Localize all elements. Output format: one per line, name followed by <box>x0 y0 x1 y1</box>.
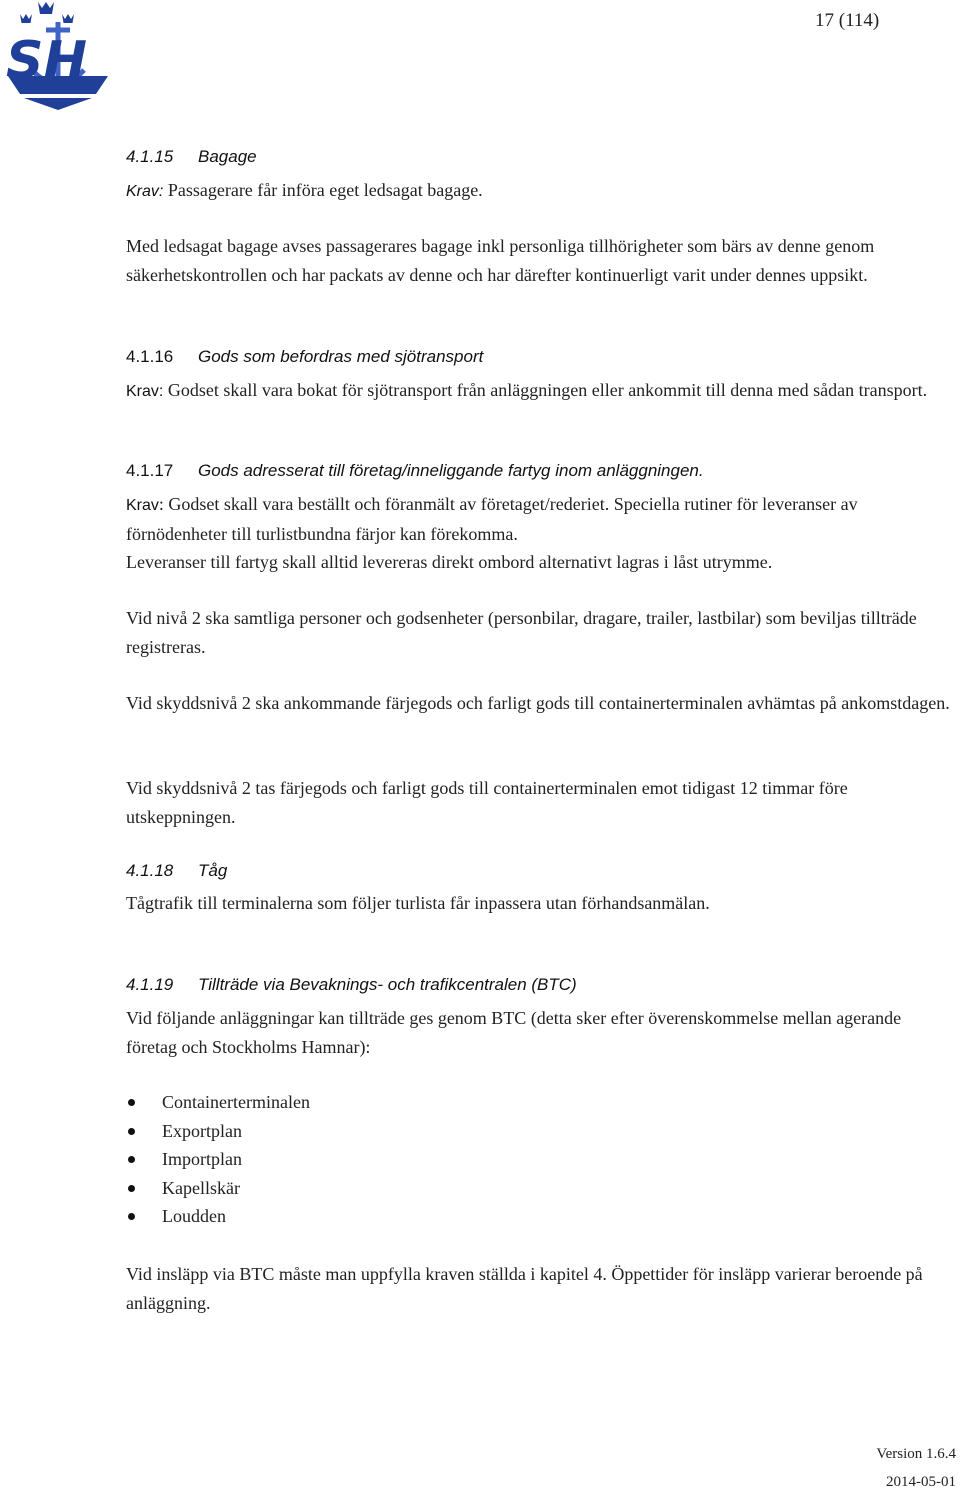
version-label: Version 1.6.4 <box>876 1446 956 1462</box>
list-item: Importplan <box>126 1145 310 1174</box>
section-number: 4.1.15 <box>126 147 174 166</box>
list-item: Loudden <box>126 1202 310 1231</box>
section-title: Tillträde via Bevaknings- och trafikcentralen (BTC) <box>198 975 577 994</box>
section-heading-4-1-17 <box>126 459 956 483</box>
bullet-icon <box>128 1213 135 1220</box>
paragraph: Vid insläpp via BTC måste man uppfylla kraven ställda i kapitel 4. Öppettider för insläpp varierar beroende på anläggning. <box>126 1264 923 1313</box>
bullet-icon <box>128 1185 135 1192</box>
bullet-icon <box>128 1099 135 1106</box>
list-item: Kapellskär <box>126 1174 310 1203</box>
section-title: Gods som befordras med sjötransport <box>198 347 484 366</box>
krav-label: Krav <box>126 497 159 514</box>
date-label: 2014-05-01 <box>886 1474 956 1490</box>
section-number: 4.1.18 <box>126 861 174 880</box>
section-number: 4.1.16 <box>126 347 174 366</box>
paragraph: Leveranser till fartyg skall alltid levereras direkt ombord alternativt lagras i låst utrymme. <box>126 552 773 572</box>
stockholms-hamnar-logo <box>2 0 114 112</box>
section-title: Bagage <box>198 147 257 166</box>
section-title: Gods adresserat till företag/inneliggande fartyg inom anläggningen. <box>198 461 704 480</box>
section-number: 4.1.17 <box>126 461 174 480</box>
svg-text:SH: SH <box>6 31 87 91</box>
krav-label: Krav: <box>126 383 164 400</box>
bullet-icon <box>128 1156 135 1163</box>
list-item: Exportplan <box>126 1117 310 1146</box>
krav-text: Godset skall vara bokat för sjötransport från anläggningen eller ankommit till denna med sådan transport. <box>167 380 928 400</box>
section-number: 4.1.19 <box>126 975 174 994</box>
section-heading-4-1-18 <box>126 859 956 883</box>
page-number: 17 (114) <box>815 10 880 31</box>
paragraph: Med ledsagat bagage avses passagerares bagage inkl personliga tillhörigheter som bärs av denne genom säkerhetskontrollen och har packats av denne och har därefter kontinuerligt varit under dennes uppsikt. <box>126 236 875 285</box>
paragraph: Vid nivå 2 ska samtliga personer och godsenheter (personbilar, dragare, trailer, lastbilar) som beviljas tillträde registreras. <box>126 608 917 657</box>
krav-paragraph <box>126 376 931 406</box>
list-item: Containerterminalen <box>126 1088 310 1117</box>
bullet-icon <box>128 1128 135 1135</box>
krav-text: : Godset skall vara beställt och föranmält av företaget/rederiet. Speciella rutiner för leveranser av förnödenheter till turlistbundna färjor kan förekomma. <box>126 494 858 544</box>
paragraph: Tågtrafik till terminalerna som följer turlista får inpassera utan förhandsanmälan. <box>126 893 710 913</box>
paragraph: Vid skyddsnivå 2 tas färjegods och farligt gods till containerterminalen emot tidigast 12 timmar före utskeppningen. <box>126 778 848 827</box>
section-heading-4-1-19 <box>126 973 956 997</box>
krav-paragraph <box>126 490 956 549</box>
section-heading-4-1-16 <box>126 345 956 369</box>
facility-list <box>126 1088 310 1231</box>
krav-text: Passagerare får införa eget ledsagat bagage. <box>167 180 483 200</box>
section-heading-4-1-15 <box>126 145 956 169</box>
krav-label: Krav: <box>126 183 164 200</box>
paragraph: Vid följande anläggningar kan tillträde ges genom BTC (detta sker efter överenskommelse mellan agerande företag och Stockholms Hamnar): <box>126 1008 902 1057</box>
paragraph: Vid skyddsnivå 2 ska ankommande färjegods och farligt gods till containerterminalen avhämtas på ankomstdagen. <box>126 693 950 713</box>
krav-line <box>126 176 956 206</box>
section-title: Tåg <box>198 861 228 880</box>
